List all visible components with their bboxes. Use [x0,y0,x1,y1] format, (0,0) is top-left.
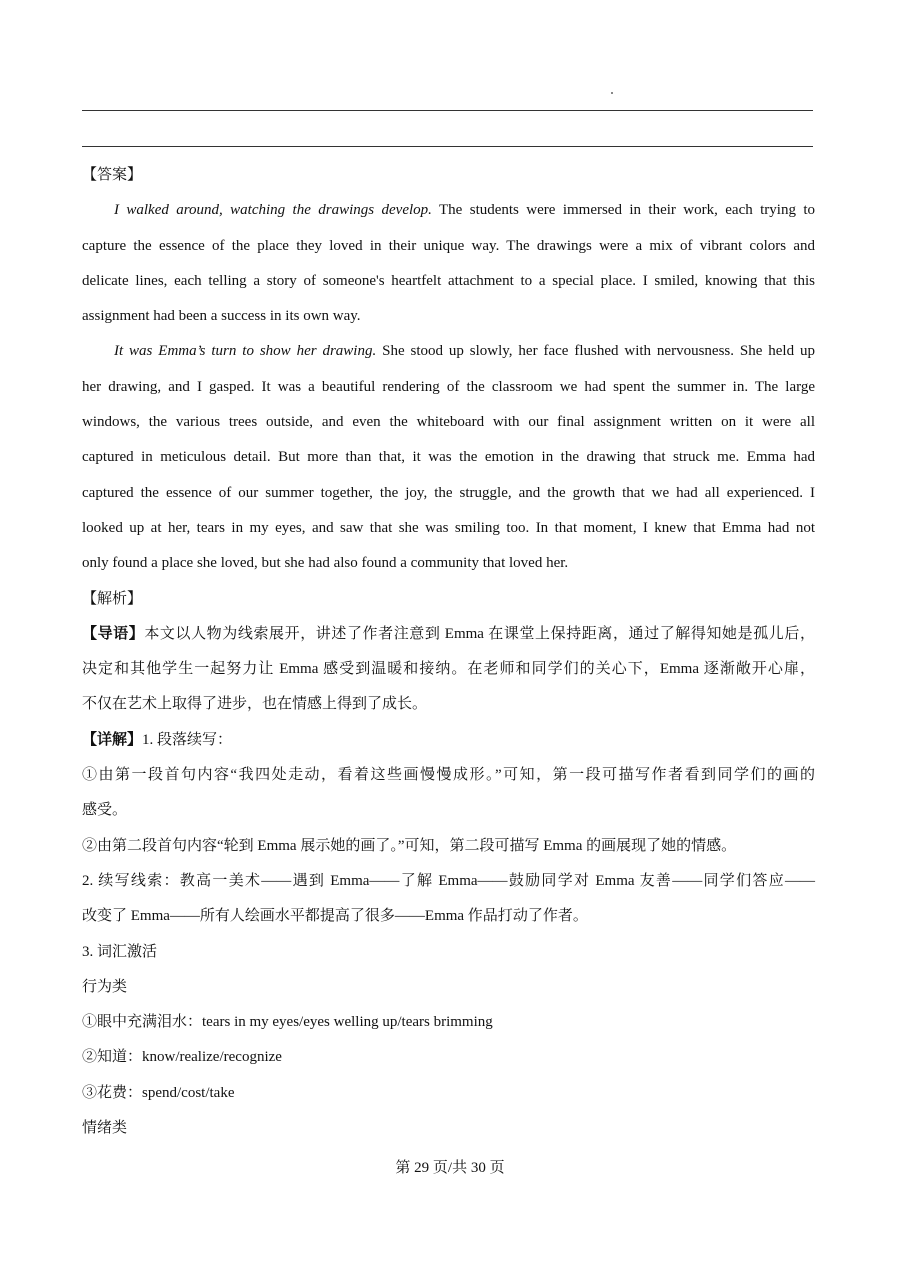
speck-mark [611,92,613,94]
detail-clue-2: ②由第二段首句内容“轮到 Emma 展示她的画了。”可知，第二段可描写 Emma 的画展现了她的情感。 [82,837,737,854]
writing-line-2 [82,146,813,147]
detail-clue-1-line-2: 感受。 [82,802,128,819]
guide-line-3: 不仅在艺术上取得了进步，也在情感上得到了成长。 [82,696,428,713]
guide-line-1 [82,617,815,652]
essay-paragraph-2-line-2: her drawing, and I gasped. It was a beautiful rendering of the classroom we had spent the summer in. The large [82,378,815,395]
detail-line-1 [82,723,815,758]
essay-paragraph-2-line-7: only found a place she loved, but she had also found a community that loved her. [82,555,569,572]
essay-text: The students were immersed in their work, each trying to [431,202,815,219]
detail-clue-1-line-1: ①由第一段首句内容“我四处走动，看着这些画慢慢成形。”可知，第一段可描写作者看到同学们的画的 [82,767,815,784]
detail-item-2-line-1: 2. 续写线索：教高一美术——遇到 Emma——了解 Emma——鼓励同学对 Emma 友善——同学们答应—— [82,872,815,889]
guide-label: 【导语】 [82,625,145,642]
essay-text: She stood up slowly, her face flushed with nervousness. She held up [376,343,815,360]
essay-paragraph-2-line-1 [82,334,815,369]
document-body [82,158,815,1146]
analysis-heading: 【解析】 [82,590,143,607]
writing-line-1 [82,110,813,111]
category-emotion: 情绪类 [82,1120,128,1137]
essay-paragraph-2-line-4: captured in meticulous detail. But more than that, it was the emotion in the drawing that struck me. Emma had [82,449,815,466]
essay-paragraph-1-line-4: assignment had been a success in its own way. [82,308,361,325]
essay-paragraph-2-line-3: windows, the various trees outside, and even the whiteboard with our final assignment written on it were all [82,414,815,431]
vocab-item-2: ②知道：know/realize/recognize [82,1049,282,1066]
guide-text: 本文以人物为线索展开，讲述了作者注意到 Emma 在课堂上保持距离，通过了解得知她是孤儿后， [144,625,815,642]
detail-item-3-title: 3. 词汇激活 [82,943,158,960]
vocab-item-3: ③花费：spend/cost/take [82,1084,235,1101]
essay-paragraph-2-line-6: looked up at her, tears in my eyes, and saw that she was smiling too. In that moment, I knew that Emma had not [82,519,815,536]
paragraph-1-lead-sentence: I walked around, watching the drawings develop. [114,202,432,219]
answer-heading: 【答案】 [82,167,143,183]
essay-paragraph-1-line-3: delicate lines, each telling a story of someone's heartfelt attachment to a special place. I smiled, knowing that this [82,272,815,289]
essay-paragraph-1-line-2: capture the essence of the place they loved in their unique way. The drawings were a mix of vibrant colors and [82,237,815,254]
detail-label: 【详解】 [82,731,143,748]
essay-paragraph-2-line-5: captured the essence of our summer together, the joy, the struggle, and the growth that we had all experienced. I [82,484,815,501]
category-behavior: 行为类 [82,978,128,995]
detail-item-2-line-2: 改变了 Emma——所有人绘画水平都提高了很多——Emma 作品打动了作者。 [82,908,588,925]
paragraph-2-lead-sentence: It was Emma’s turn to show her drawing. [114,343,377,360]
detail-item-1-title: 1. 段落续写： [142,731,233,748]
essay-paragraph-1-line-1 [82,193,815,228]
page-number-footer: 第 29 页/共 30 页 [395,1160,505,1176]
guide-line-2: 决定和其他学生一起努力让 Emma 感受到温暖和接纳。在老师和同学们的关心下，Emma 逐渐敞开心扉， [82,661,815,678]
vocab-item-1: ①眼中充满泪水：tears in my eyes/eyes welling up/tears brimming [82,1014,493,1031]
